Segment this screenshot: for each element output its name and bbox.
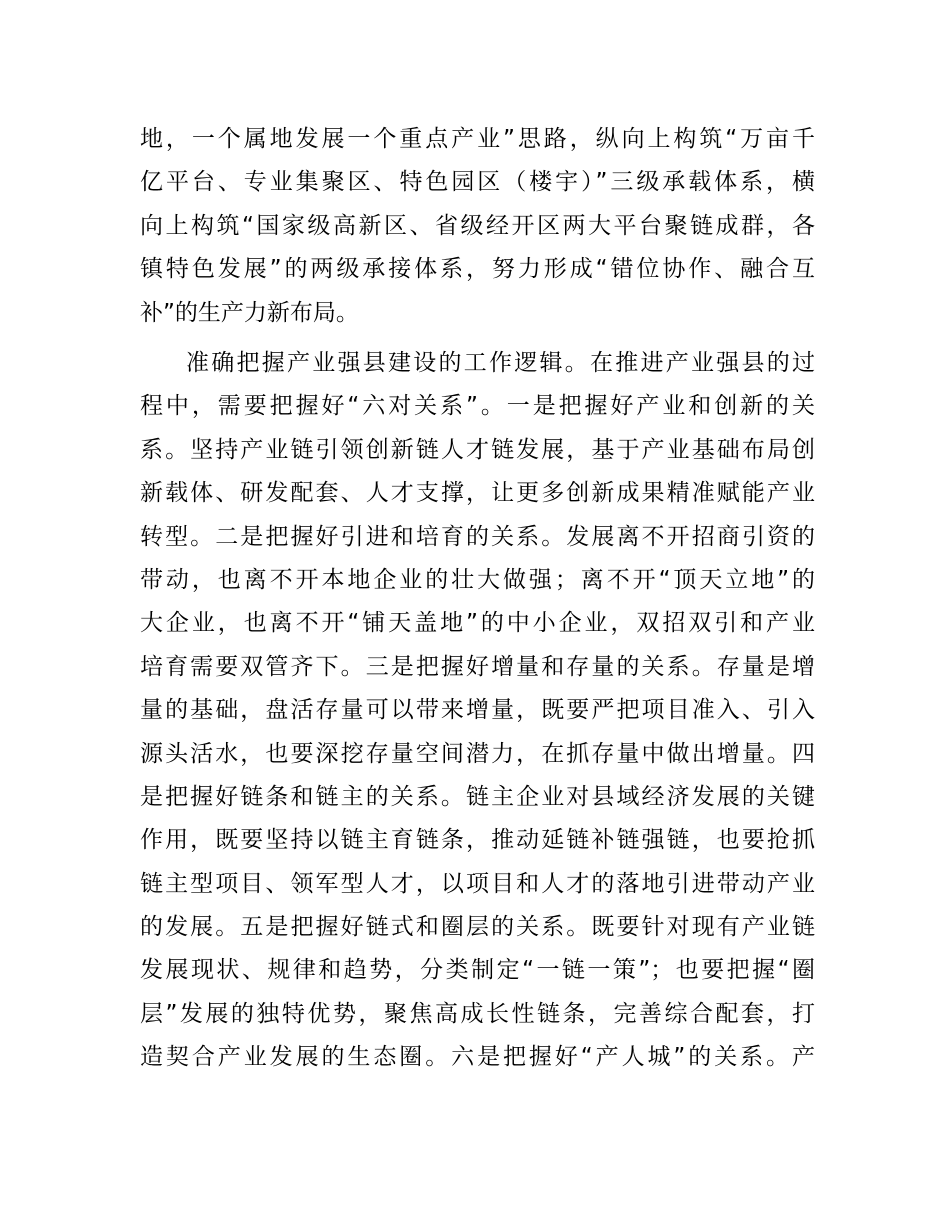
paragraph-line: 造契合产业发展的生态圈。六是把握好“产人城”的关系。产 xyxy=(140,1044,815,1071)
paragraph-line: 亿平台、专业集聚区、特色园区（楼宇）”三级承载体系，横 xyxy=(140,169,815,196)
paragraph-line: 镇特色发展”的两级承接体系，努力形成“错位协作、融合互 xyxy=(140,256,815,283)
paragraph-line: 转型。二是把握好引进和培育的关系。发展离不开招商引资的 xyxy=(140,523,815,550)
paragraph-1 xyxy=(140,118,815,335)
paragraph-line: 的发展。五是把握好链式和圈层的关系。既要针对现有产业链 xyxy=(140,914,815,941)
paragraph-line: 源头活水，也要深挖存量空间潜力，在抓存量中做出增量。四 xyxy=(140,740,815,767)
paragraph-line: 发展现状、规律和趋势，分类制定“一链一策”；也要把握“圈 xyxy=(140,957,815,984)
paragraph-line: 新载体、研发配套、人才支撑，让更多创新成果精准赋能产业 xyxy=(140,480,815,507)
paragraph-line: 系。坚持产业链引领创新链人才链发展，基于产业基础布局创 xyxy=(140,436,815,463)
paragraph-line: 层”发展的独特优势，聚焦高成长性链条，完善综合配套，打 xyxy=(140,1000,815,1027)
paragraph-line: 培育需要双管齐下。三是把握好增量和存量的关系。存量是增 xyxy=(140,653,815,680)
paragraph-line: 是把握好链条和链主的关系。链主企业对县域经济发展的关键 xyxy=(140,783,815,810)
paragraph-line: 带动，也离不开本地企业的壮大做强；离不开“顶天立地”的 xyxy=(140,566,815,593)
paragraph-2 xyxy=(140,342,815,1080)
paragraph-line: 作用，既要坚持以链主育链条，推动延链补链强链，也要抢抓 xyxy=(140,827,815,854)
paragraph-line: 程中，需要把握好“六对关系”。一是把握好产业和创新的关 xyxy=(140,393,815,420)
paragraph-line: 补”的生产力新布局。 xyxy=(140,299,359,326)
paragraph-line: 准确把握产业强县建设的工作逻辑。在推进产业强县的过 xyxy=(186,350,815,376)
paragraph-line: 大企业，也离不开“铺天盖地”的中小企业，双招双引和产业 xyxy=(140,610,815,637)
paragraph-line: 向上构筑“国家级高新区、省级经开区两大平台聚链成群，各 xyxy=(140,212,815,239)
paragraph-line: 地，一个属地发展一个重点产业”思路，纵向上构筑“万亩千 xyxy=(140,126,815,152)
paragraph-line: 链主型项目、领军型人才，以项目和人才的落地引进带动产业 xyxy=(140,870,815,897)
paragraph-line: 量的基础，盘活存量可以带来增量，既要严把项目准入、引入 xyxy=(140,697,815,724)
